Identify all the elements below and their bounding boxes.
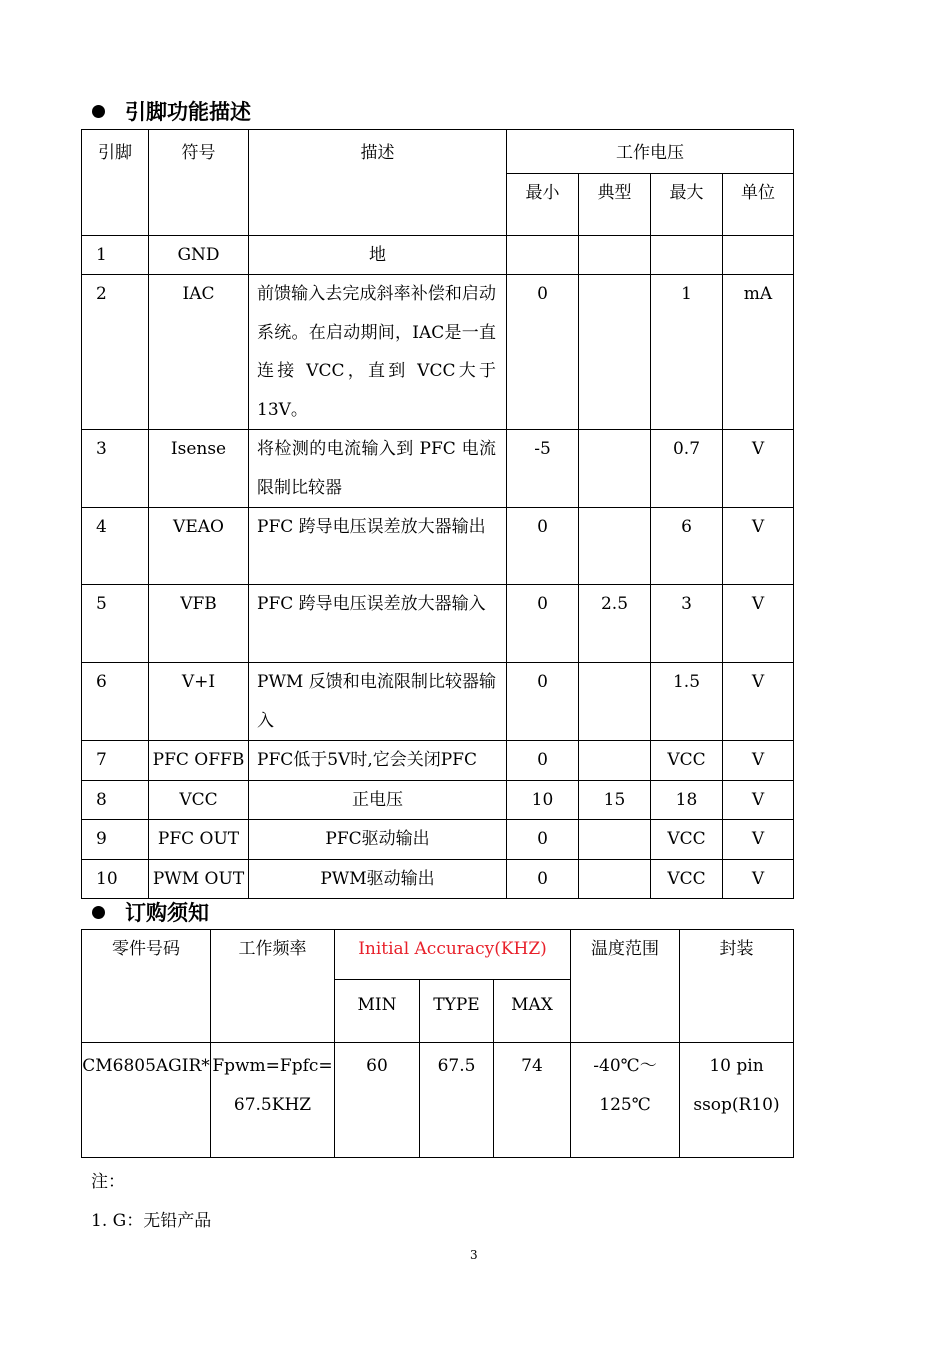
max-cell: 6 bbox=[651, 508, 723, 585]
min-cell: 60 bbox=[335, 1043, 420, 1158]
typ-cell bbox=[579, 741, 651, 781]
page-number: 3 bbox=[470, 1248, 478, 1262]
max-cell: VCC bbox=[651, 820, 723, 860]
header-package: 封装 bbox=[680, 930, 794, 1043]
header-max: MAX bbox=[494, 980, 571, 1043]
symbol-cell: VEAO bbox=[149, 508, 249, 585]
pin-function-table bbox=[81, 129, 794, 899]
header-initial-accuracy: Initial Accuracy(KHZ) bbox=[335, 930, 571, 980]
header-typ: 典型 bbox=[579, 173, 651, 235]
header-pin: 引脚 bbox=[82, 130, 149, 236]
max-cell: 74 bbox=[494, 1043, 571, 1158]
table-row bbox=[82, 663, 794, 741]
table-row bbox=[82, 741, 794, 781]
pin-cell: 9 bbox=[82, 820, 149, 860]
frequency-line-1: Fpwm=Fpfc= bbox=[212, 1056, 333, 1076]
min-cell: 0 bbox=[507, 820, 579, 860]
pin-cell: 7 bbox=[82, 741, 149, 781]
max-cell: 1 bbox=[651, 275, 723, 430]
table-row bbox=[82, 820, 794, 860]
table-row bbox=[82, 1043, 794, 1158]
section-title: 订购须知 bbox=[125, 901, 209, 925]
temperature-line-1: -40℃～ bbox=[593, 1056, 657, 1076]
min-cell: 0 bbox=[507, 585, 579, 663]
min-cell: 0 bbox=[507, 859, 579, 899]
description-cell: PFC驱动输出 bbox=[249, 820, 507, 860]
bullet-icon bbox=[92, 105, 105, 118]
frequency-line-2: 67.5KHZ bbox=[233, 1094, 312, 1115]
symbol-cell: V+I bbox=[149, 663, 249, 741]
header-temperature: 温度范围 bbox=[571, 930, 680, 1043]
header-symbol: 符号 bbox=[149, 130, 249, 236]
temperature-line-2: 125℃ bbox=[599, 1094, 651, 1115]
header-frequency: 工作频率 bbox=[211, 930, 335, 1043]
unit-cell: V bbox=[723, 780, 794, 820]
header-voltage-group: 工作电压 bbox=[507, 130, 794, 174]
min-cell bbox=[507, 235, 579, 275]
unit-cell bbox=[723, 235, 794, 275]
typ-cell bbox=[579, 859, 651, 899]
header-unit: 单位 bbox=[723, 173, 794, 235]
typ-cell bbox=[579, 663, 651, 741]
max-cell: 1.5 bbox=[651, 663, 723, 741]
symbol-cell: PWM OUT bbox=[149, 859, 249, 899]
table-row bbox=[82, 275, 794, 430]
description-cell: PWM驱动输出 bbox=[249, 859, 507, 899]
description-cell: 正电压 bbox=[249, 780, 507, 820]
unit-cell: V bbox=[723, 508, 794, 585]
section-heading-pin-functions bbox=[92, 96, 251, 126]
header-description: 描述 bbox=[249, 130, 507, 236]
description-cell: PFC 跨导电压误差放大器输出 bbox=[249, 508, 507, 585]
pin-cell: 1 bbox=[82, 235, 149, 275]
table-row bbox=[82, 585, 794, 663]
symbol-cell: IAC bbox=[149, 275, 249, 430]
table-row bbox=[82, 780, 794, 820]
table-row bbox=[82, 508, 794, 585]
pin-cell: 4 bbox=[82, 508, 149, 585]
type-cell: 67.5 bbox=[420, 1043, 494, 1158]
min-cell: 0 bbox=[507, 663, 579, 741]
description-cell: 地 bbox=[249, 235, 507, 275]
header-min: 最小 bbox=[507, 173, 579, 235]
description-cell: PFC低于5V时,它会关闭PFC bbox=[249, 741, 507, 781]
pin-cell: 2 bbox=[82, 275, 149, 430]
unit-cell: V bbox=[723, 430, 794, 508]
symbol-cell: GND bbox=[149, 235, 249, 275]
max-cell bbox=[651, 235, 723, 275]
typ-cell bbox=[579, 275, 651, 430]
symbol-cell: PFC OFFB bbox=[149, 741, 249, 781]
package-cell bbox=[680, 1043, 794, 1158]
package-line-1: 10 pin bbox=[709, 1056, 764, 1076]
symbol-cell: Isense bbox=[149, 430, 249, 508]
description-cell: 前馈输入去完成斜率补偿和启动系统。在启动期间，IAC是一直连接 VCC，直到 VCC大于 13V。 bbox=[249, 275, 507, 430]
max-cell: 3 bbox=[651, 585, 723, 663]
pin-cell: 3 bbox=[82, 430, 149, 508]
typ-cell: 2.5 bbox=[579, 585, 651, 663]
typ-cell bbox=[579, 235, 651, 275]
pin-cell: 10 bbox=[82, 859, 149, 899]
min-cell: 0 bbox=[507, 275, 579, 430]
unit-cell: V bbox=[723, 859, 794, 899]
typ-cell bbox=[579, 430, 651, 508]
header-max: 最大 bbox=[651, 173, 723, 235]
max-cell: 18 bbox=[651, 780, 723, 820]
unit-cell: V bbox=[723, 741, 794, 781]
table-row bbox=[82, 859, 794, 899]
symbol-cell: PFC OUT bbox=[149, 820, 249, 860]
section-heading-ordering bbox=[92, 897, 209, 927]
notes-label: 注： bbox=[91, 1172, 125, 1192]
max-cell: 0.7 bbox=[651, 430, 723, 508]
typ-cell bbox=[579, 820, 651, 860]
typ-cell: 15 bbox=[579, 780, 651, 820]
pin-cell: 8 bbox=[82, 780, 149, 820]
min-cell: 0 bbox=[507, 741, 579, 781]
description-cell: PFC 跨导电压误差放大器输入 bbox=[249, 585, 507, 663]
typ-cell bbox=[579, 508, 651, 585]
symbol-cell: VFB bbox=[149, 585, 249, 663]
min-cell: 0 bbox=[507, 508, 579, 585]
min-cell: 10 bbox=[507, 780, 579, 820]
table-row bbox=[82, 235, 794, 275]
part-number-cell: CM6805AGIR* bbox=[82, 1043, 211, 1158]
max-cell: VCC bbox=[651, 741, 723, 781]
symbol-cell: VCC bbox=[149, 780, 249, 820]
header-type: TYPE bbox=[420, 980, 494, 1043]
unit-cell: mA bbox=[723, 275, 794, 430]
note-item: 1. G：无铅产品 bbox=[91, 1211, 212, 1231]
section-title: 引脚功能描述 bbox=[125, 100, 251, 124]
unit-cell: V bbox=[723, 663, 794, 741]
table-row bbox=[82, 430, 794, 508]
pin-cell: 6 bbox=[82, 663, 149, 741]
description-cell: 将检测的电流输入到 PFC 电流限制比较器 bbox=[249, 430, 507, 508]
header-min: MIN bbox=[335, 980, 420, 1043]
max-cell: VCC bbox=[651, 859, 723, 899]
ordering-table bbox=[81, 929, 794, 1158]
unit-cell: V bbox=[723, 585, 794, 663]
package-line-2: ssop(R10) bbox=[693, 1094, 780, 1115]
bullet-icon bbox=[92, 906, 105, 919]
frequency-cell bbox=[211, 1043, 335, 1158]
min-cell: -5 bbox=[507, 430, 579, 508]
pin-cell: 5 bbox=[82, 585, 149, 663]
description-cell: PWM 反馈和电流限制比较器输入 bbox=[249, 663, 507, 741]
temperature-cell bbox=[571, 1043, 680, 1158]
unit-cell: V bbox=[723, 820, 794, 860]
header-part-number: 零件号码 bbox=[82, 930, 211, 1043]
